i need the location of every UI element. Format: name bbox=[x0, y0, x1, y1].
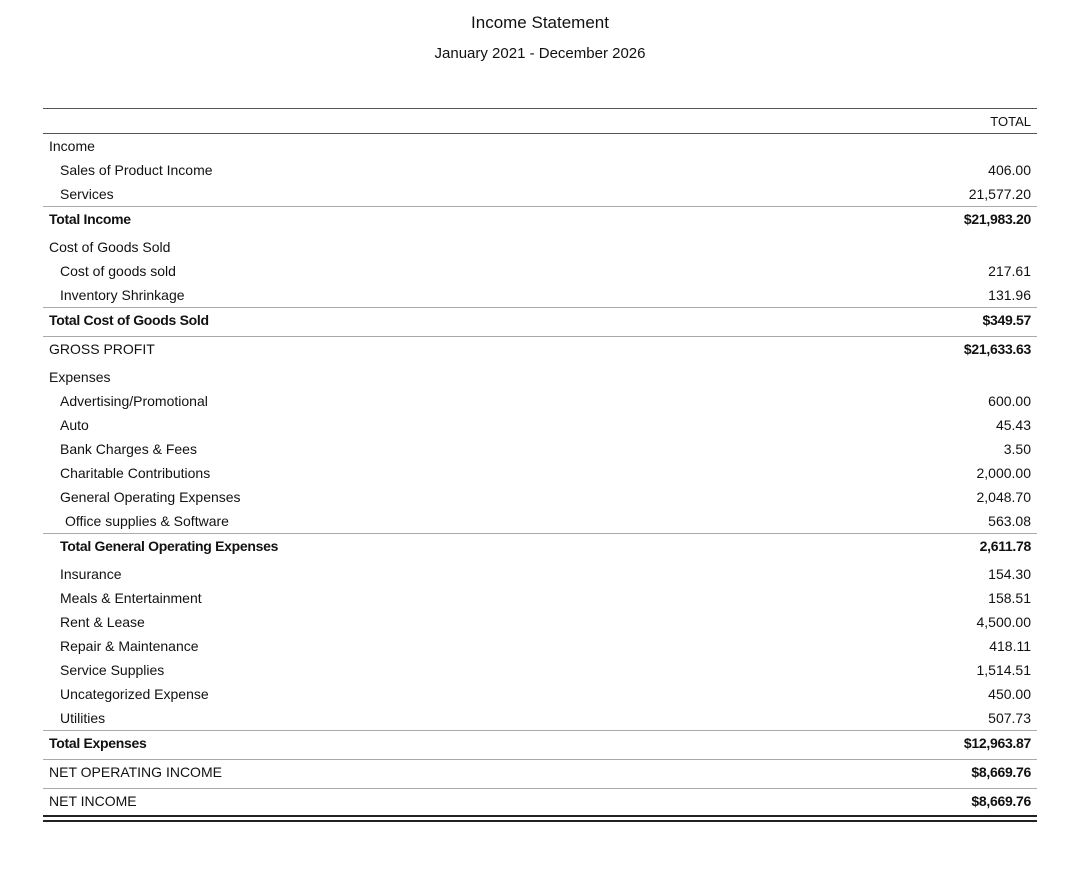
net-income-label: NET INCOME bbox=[49, 793, 137, 809]
account-amount[interactable]: 45.43 bbox=[995, 417, 1031, 433]
account-label[interactable]: Insurance bbox=[60, 566, 122, 582]
table-row[interactable] bbox=[43, 461, 1037, 485]
income-section-label: Income bbox=[49, 138, 95, 154]
account-amount[interactable]: 406.00 bbox=[988, 162, 1031, 178]
table-row[interactable] bbox=[43, 158, 1037, 182]
account-label[interactable]: Advertising/Promotional bbox=[60, 393, 208, 409]
total-income-row bbox=[43, 206, 1037, 231]
table-row[interactable] bbox=[43, 259, 1037, 283]
account-label[interactable]: Services bbox=[60, 186, 114, 202]
total-cogs-amount[interactable]: $349.57 bbox=[982, 312, 1031, 328]
table-row[interactable] bbox=[43, 413, 1037, 437]
table-row[interactable] bbox=[43, 437, 1037, 461]
account-amount[interactable]: 2,048.70 bbox=[976, 489, 1031, 505]
total-general-operating-label: Total General Operating Expenses bbox=[60, 538, 279, 554]
net-operating-income-amount[interactable]: $8,669.76 bbox=[971, 764, 1031, 780]
cogs-section-label: Cost of Goods Sold bbox=[49, 239, 171, 255]
total-general-operating-row bbox=[43, 533, 1037, 558]
table-row[interactable] bbox=[43, 706, 1037, 730]
account-amount[interactable]: 4,500.00 bbox=[976, 614, 1031, 630]
net-income-row bbox=[43, 788, 1037, 813]
expenses-section-header[interactable] bbox=[43, 365, 1037, 389]
table-row[interactable] bbox=[43, 509, 1037, 533]
account-amount[interactable]: 217.61 bbox=[988, 263, 1031, 279]
table-row[interactable] bbox=[43, 389, 1037, 413]
gross-profit-label: GROSS PROFIT bbox=[49, 341, 155, 357]
account-amount[interactable]: 2,000.00 bbox=[976, 465, 1031, 481]
account-label[interactable]: Utilities bbox=[60, 710, 106, 726]
total-expenses-row bbox=[43, 730, 1037, 755]
total-expenses-label: Total Expenses bbox=[49, 735, 147, 751]
gross-profit-row bbox=[43, 336, 1037, 361]
account-amount[interactable]: 600.00 bbox=[988, 393, 1031, 409]
account-label[interactable]: Charitable Contributions bbox=[60, 465, 211, 481]
account-amount[interactable]: 450.00 bbox=[988, 686, 1031, 702]
account-amount[interactable]: 131.96 bbox=[988, 287, 1031, 303]
table-row[interactable] bbox=[43, 485, 1037, 509]
account-amount[interactable]: 1,514.51 bbox=[976, 662, 1031, 678]
account-label[interactable]: Repair & Maintenance bbox=[60, 638, 199, 654]
account-label[interactable]: General Operating Expenses bbox=[60, 489, 241, 505]
account-label[interactable]: Rent & Lease bbox=[60, 614, 145, 630]
column-header-total[interactable]: TOTAL bbox=[990, 114, 1031, 129]
cogs-section-header[interactable] bbox=[43, 235, 1037, 259]
account-label[interactable]: Meals & Entertainment bbox=[60, 590, 202, 606]
total-cogs-row bbox=[43, 307, 1037, 332]
table-row[interactable] bbox=[43, 682, 1037, 706]
account-label[interactable]: Inventory Shrinkage bbox=[60, 287, 185, 303]
table-row[interactable] bbox=[43, 610, 1037, 634]
account-label[interactable]: Service Supplies bbox=[60, 662, 165, 678]
table-row[interactable] bbox=[43, 634, 1037, 658]
account-amount[interactable]: 507.73 bbox=[988, 710, 1031, 726]
account-label[interactable]: Cost of goods sold bbox=[60, 263, 176, 279]
column-header-row bbox=[43, 109, 1037, 134]
net-income-amount[interactable]: $8,669.76 bbox=[971, 793, 1031, 809]
total-general-operating-amount[interactable]: 2,611.78 bbox=[979, 538, 1031, 554]
income-statement-table bbox=[43, 108, 1037, 822]
account-label[interactable]: Bank Charges & Fees bbox=[60, 441, 197, 457]
account-amount[interactable]: 21,577.20 bbox=[968, 186, 1031, 202]
table-row[interactable] bbox=[43, 283, 1037, 307]
total-cogs-label: Total Cost of Goods Sold bbox=[49, 312, 209, 328]
total-income-amount[interactable]: $21,983.20 bbox=[963, 211, 1031, 227]
account-label[interactable]: Office supplies & Software bbox=[65, 513, 229, 529]
income-section-header[interactable] bbox=[43, 134, 1037, 158]
net-operating-income-row bbox=[43, 759, 1037, 784]
total-income-label: Total Income bbox=[49, 211, 131, 227]
account-label[interactable]: Uncategorized Expense bbox=[60, 686, 209, 702]
account-amount[interactable]: 563.08 bbox=[988, 513, 1031, 529]
account-amount[interactable]: 154.30 bbox=[988, 566, 1031, 582]
account-amount[interactable]: 418.11 bbox=[989, 638, 1031, 654]
report-period: January 2021 - December 2026 bbox=[434, 45, 646, 62]
table-row[interactable] bbox=[43, 658, 1037, 682]
account-label[interactable]: Sales of Product Income bbox=[60, 162, 213, 178]
gross-profit-amount[interactable]: $21,633.63 bbox=[963, 341, 1031, 357]
table-row[interactable] bbox=[43, 182, 1037, 206]
net-operating-income-label: NET OPERATING INCOME bbox=[49, 764, 222, 780]
account-amount[interactable]: 3.50 bbox=[1003, 441, 1031, 457]
expenses-section-label: Expenses bbox=[49, 369, 111, 385]
table-row[interactable] bbox=[43, 562, 1037, 586]
table-row[interactable] bbox=[43, 586, 1037, 610]
double-underline-divider bbox=[43, 815, 1037, 822]
account-amount[interactable]: 158.51 bbox=[988, 590, 1031, 606]
account-label[interactable]: Auto bbox=[60, 417, 89, 433]
report-title: Income Statement bbox=[471, 13, 609, 32]
total-expenses-amount[interactable]: $12,963.87 bbox=[963, 735, 1031, 751]
